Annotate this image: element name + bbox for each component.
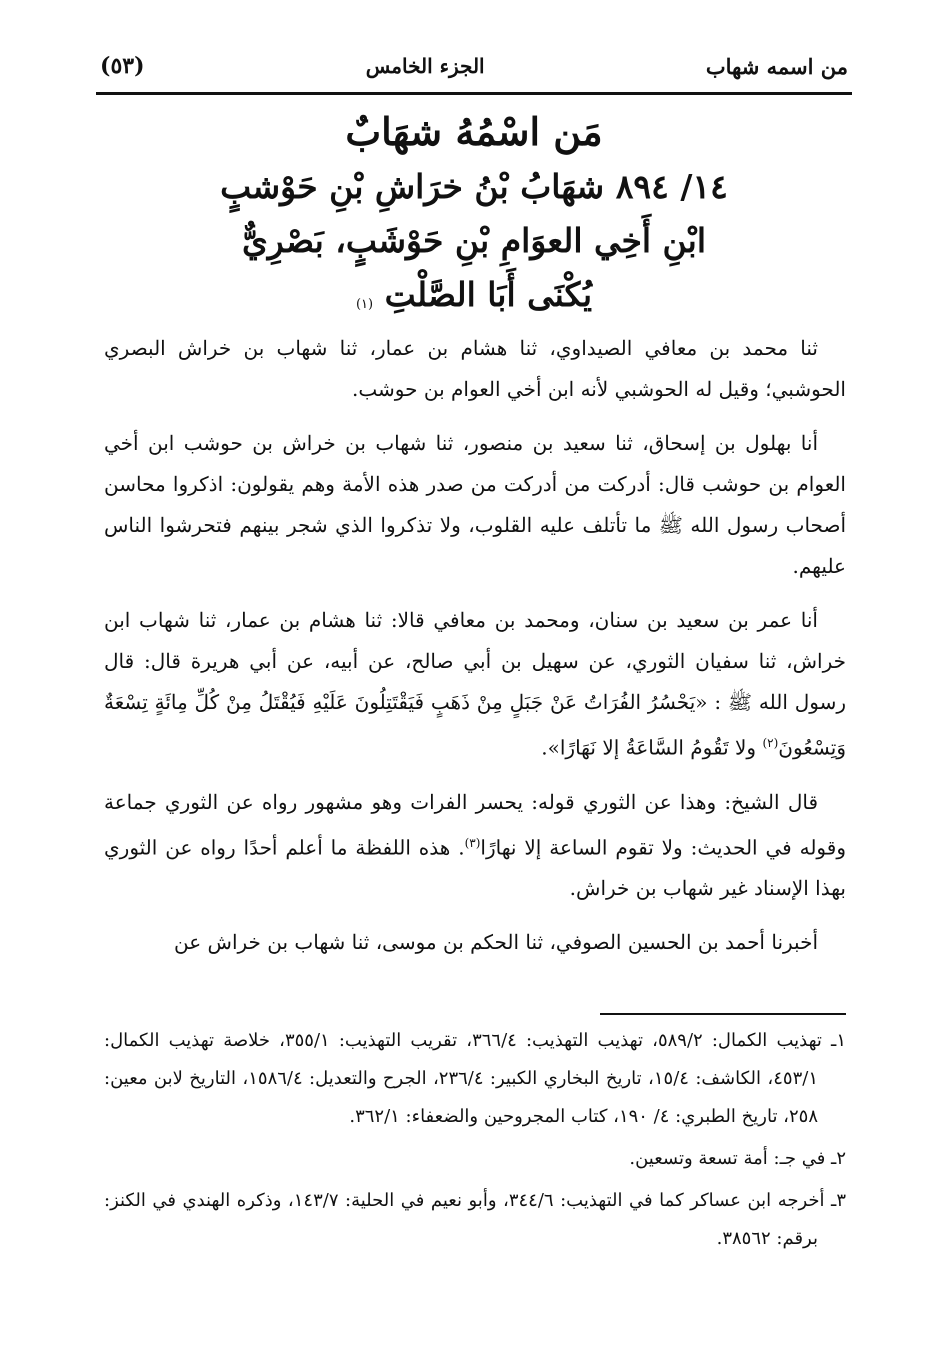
kunya-text: يُكْنَى أَبَا الصَّلْتِ bbox=[384, 275, 593, 314]
paragraph-4-text: قال الشيخ: وهذا عن الثوري قوله: يحسر الفرات وهو مشهور رواه عن الثوري جماعة وقوله في الحديث: ولا تقوم الساعة إلا نهارًا bbox=[104, 789, 846, 860]
entry-title-line-3 bbox=[100, 268, 848, 322]
paragraph-4 bbox=[104, 782, 846, 910]
entry-title-line-2: ابْنِ أَخِي العوَامِ بْنِ حَوْشَبٍ، بَصْرِيٌّ bbox=[241, 221, 707, 260]
footnote-mark-3: (٣) bbox=[464, 835, 481, 850]
footnote-rule bbox=[600, 1013, 846, 1015]
volume-label: الجزء الخامس bbox=[365, 54, 485, 78]
footnote-mark-2: (٢) bbox=[762, 736, 779, 750]
paragraph-2: أنا بهلول بن إسحاق، ثنا سعيد بن منصور، ثنا شهاب بن خراش بن حوشب ابن أخي العوام بن حوشب قال: أدركت من أدركت من صدر هذه الأمة وهم يقولون: اذكروا محاسن أصحاب رسول الله ﷺ ما تأتلف عليه القلوب، ولا تذكروا الذي شجر بينهم فتحرشوا الناس عليهم. bbox=[104, 431, 846, 578]
paragraph-1: ثنا محمد بن معافي الصيداوي، ثنا هشام بن عمار، ثنا شهاب بن خراش البصري الحوشبي؛ وقيل له الحوشبي لأنه ابن أخي العوام بن حوشب. bbox=[104, 336, 846, 401]
paragraph-3-text: أنا عمر بن سعيد بن سنان، ومحمد بن معافي قالا: ثنا هشام بن عمار، ثنا شهاب ابن خراش، ثنا سفيان الثوري، عن سهيل بن أبي صالح، عن أبيه، عن أبي هريرة قال: قال رسول الله ﷺ : «يَحْسُرُ الفُرَاتُ عَنْ جَبَلٍ مِنْ ذَهَبٍ فَيَقْتَتِلُونَ عَلَيْهِ فَيُقْتَلُ مِنْ كُلِّ مِائَةٍ تِسْعَةٌ وَتِسْعُونَ bbox=[104, 608, 846, 760]
header-rule bbox=[96, 92, 852, 95]
paragraph-5: أخبرنا أحمد بن الحسين الصوفي، ثنا الحكم بن موسى، ثنا شهاب بن خراش عن bbox=[174, 930, 818, 955]
section-title: مَن اسْمُهُ شهَابٌ bbox=[345, 109, 603, 154]
paragraph-4-end: . هذه اللفظة ما أعلم أحدًا رواه عن الثوري بهذا الإسناد غير شهاب بن خراش. bbox=[104, 835, 846, 901]
footnote-2: ٢ـ في جـ: أمة تسعة وتسعين. bbox=[629, 1148, 846, 1169]
page-number: (٥٣) bbox=[100, 53, 145, 79]
footnote-mark-1: (١) bbox=[355, 297, 374, 312]
main-text bbox=[104, 328, 846, 976]
paragraph-3 bbox=[104, 600, 846, 769]
footnote-1: ١ـ تهذيب الكمال: ٥٨٩/٢، تهذيب التهذيب: ٣٦٦/٤، تقريب التهذيب: ٣٥٥/١، خلاصة تهذيب الكمال: ٤٥٣/١، الكاشف: ١٥/٤، تاريخ البخاري الكبير: ٢٣٦/٤، الجرح والتعديل: ١٥٨٦/٤، التاريخ لابن معين: ٢٥٨، تاريخ الطبري: ٤/ ١٩٠، كتاب المجروحين والضعفاء: ٣٦٢/١. bbox=[104, 1030, 846, 1127]
page-header bbox=[100, 42, 848, 90]
entry-title-line-1: ١٤/ ٨٩٤ شهَابُ بْنُ خرَاشِ بْنِ حَوْشبٍ bbox=[220, 167, 728, 206]
footnote-3: ٣ـ أخرجه ابن عساكر كما في التهذيب: ٣٤٤/٦، وأبو نعيم في الحلية: ١٤٣/٧، وذكره الهندي في الكنز: برقم: ٣٨٥٦٢. bbox=[104, 1190, 846, 1249]
entry-heading bbox=[100, 104, 848, 322]
paragraph-3-end: ولا تَقُومُ السَّاعَةُ إلا نَهَارًا». bbox=[541, 735, 763, 760]
running-title: من اسمه شهاب bbox=[705, 53, 848, 79]
footnotes bbox=[104, 1022, 846, 1262]
